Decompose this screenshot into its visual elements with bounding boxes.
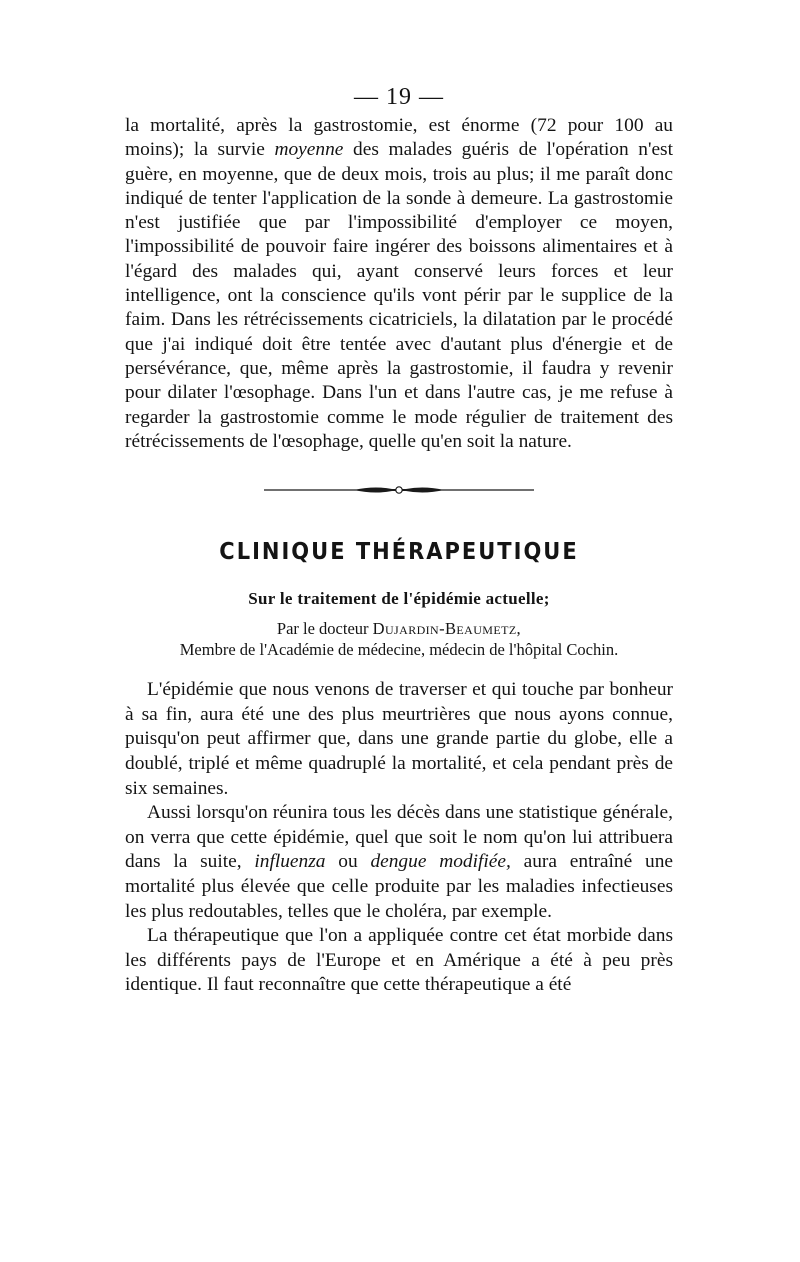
paragraph-2: L'épidémie que nous venons de traverser et qui touche par bonheur à sa fin, aura été une des plus meurtrières que nous ayons connue, puisqu'on peut affirmer que, dans une grande partie du globe, elle a doublé, triplé et même quadruplé la mortalité, et cela pendant près de six semaines.	[125, 679, 673, 799]
emphasis-dengue: dengue modifiée,	[370, 851, 511, 873]
book-page	[125, 82, 673, 998]
continued-text	[125, 114, 673, 454]
author-name: Dujardin-Beaumetz,	[372, 619, 522, 639]
article-title: Sur le traitement de l'épidémie actuelle;	[248, 589, 550, 609]
byline-prefix: Par le docteur	[276, 619, 373, 639]
byline	[125, 618, 673, 639]
author-affiliation: Membre de l'Académie de médecine, médecin de l'hôpital Cochin.	[179, 640, 619, 660]
paragraph-3-part-a: Aussi lorsqu'on réunira tous les décès dans une statistique générale, on verra que cette épidémie, quel que soit le nom qu'on lui attribuera dans la suite,	[125, 802, 673, 873]
article-body	[125, 678, 673, 998]
paragraph-1-part-b: des malades guéris de l'opération n'est guère, en moyenne, que de deux mois, trois au plus; il me paraît donc indiqué de tenter l'application de la sonde à demeure. La gastrostomie n'est justifiée que par l'impossibilité d'employer ce moyen, l'impossibilité de pouvoir faire ingérer des boissons alimentaires et à l'égard des malades qui, ayant conservé leurs forces et leur intelligence, ont la conscience qu'ils vont périr par le supplice de la faim. Dans les rétrécissements cicatriciels, la dilatation par le procédé que j'ai indiqué doit être tentée avec d'autant plus d'énergie et de persévérance, que, même après la gastrostomie, il faudra y revenir pour dilater l'œsophage. Dans l'un et dans l'autre cas, je me refuse à regarder la gastrostomie comme le mode régulier de traitement des rétrécissements de l'œsophage, quelle qu'en soit la nature.	[125, 139, 673, 452]
page-number: — 19 —	[354, 84, 444, 110]
paragraph-1-part-a: la mortalité, après la gastrostomie, est énorme (72 pour 100 au moins); la survie	[125, 115, 673, 161]
ornament-divider-icon	[264, 478, 534, 502]
ornamental-rule	[125, 478, 673, 502]
section-heading: CLINIQUE THÉRAPEUTIQUE	[219, 537, 579, 565]
paragraph-3-part-b: ou	[325, 851, 371, 873]
emphasis-influenza: influenza	[254, 851, 326, 873]
paragraph-continued	[125, 114, 673, 454]
paragraph-4: La thérapeutique que l'on a appliquée contre cet état morbide dans les différents pays de l'Europe et en Amérique a été à peu près identique. Il faut reconnaître que cette thérapeutique a été	[125, 925, 673, 996]
paragraph-3	[125, 801, 673, 924]
paragraph-3-part-c: aura entraîné une mortalité plus élevée que celle produite par les maladies infectieuses les plus redoutables, telles que le choléra, par exemple.	[125, 851, 673, 922]
emphasis-moyenne: moyenne	[274, 139, 344, 161]
